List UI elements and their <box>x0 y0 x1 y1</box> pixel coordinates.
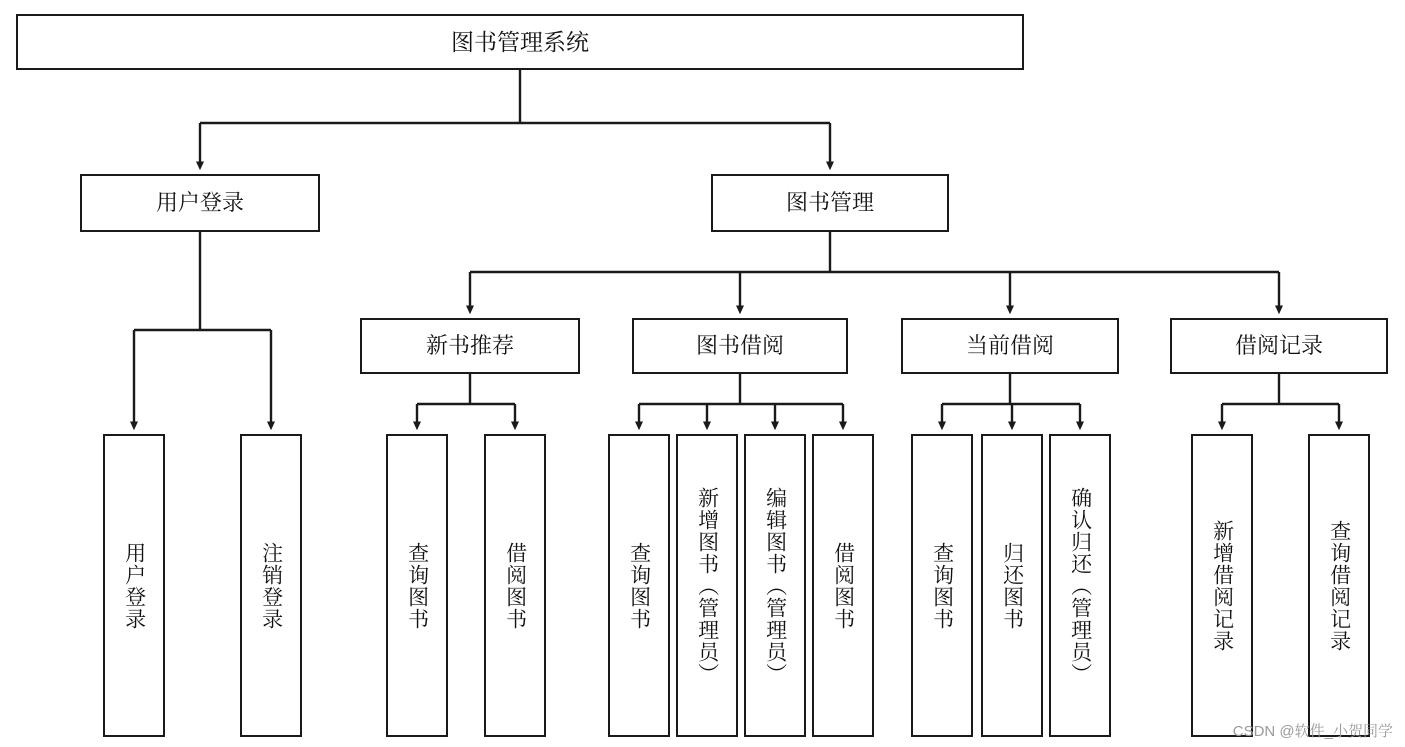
node-current-borrow[interactable]: 当前借阅 <box>901 318 1119 374</box>
node-book-management[interactable]: 图书管理 <box>711 174 949 232</box>
watermark-text: CSDN @软件_小贺同学 <box>1232 723 1393 740</box>
node-leaf-query-book-borrow[interactable]: 查询图书 <box>608 434 670 737</box>
node-leaf-add-borrow-record[interactable]: 新增借阅记录 <box>1191 434 1253 737</box>
node-leaf-logout[interactable]: 注销登录 <box>240 434 302 737</box>
node-leaf-add-book-admin[interactable]: 新增图书（管理员） <box>676 434 738 737</box>
node-user-login[interactable]: 用户登录 <box>80 174 320 232</box>
node-leaf-borrow-book-new[interactable]: 借阅图书 <box>484 434 546 737</box>
node-leaf-query-borrow-record[interactable]: 查询借阅记录 <box>1308 434 1370 737</box>
node-leaf-user-login[interactable]: 用户登录 <box>103 434 165 737</box>
node-root[interactable]: 图书管理系统 <box>16 14 1024 70</box>
node-new-book-recommend[interactable]: 新书推荐 <box>360 318 580 374</box>
node-leaf-borrow-book[interactable]: 借阅图书 <box>812 434 874 737</box>
node-leaf-edit-book-admin[interactable]: 编辑图书（管理员） <box>744 434 806 737</box>
node-book-borrow[interactable]: 图书借阅 <box>632 318 848 374</box>
node-leaf-query-book-new[interactable]: 查询图书 <box>386 434 448 737</box>
node-leaf-confirm-return-admin[interactable]: 确认归还（管理员） <box>1049 434 1111 737</box>
node-leaf-return-book[interactable]: 归还图书 <box>981 434 1043 737</box>
node-borrow-records[interactable]: 借阅记录 <box>1170 318 1388 374</box>
node-leaf-query-book-current[interactable]: 查询图书 <box>911 434 973 737</box>
